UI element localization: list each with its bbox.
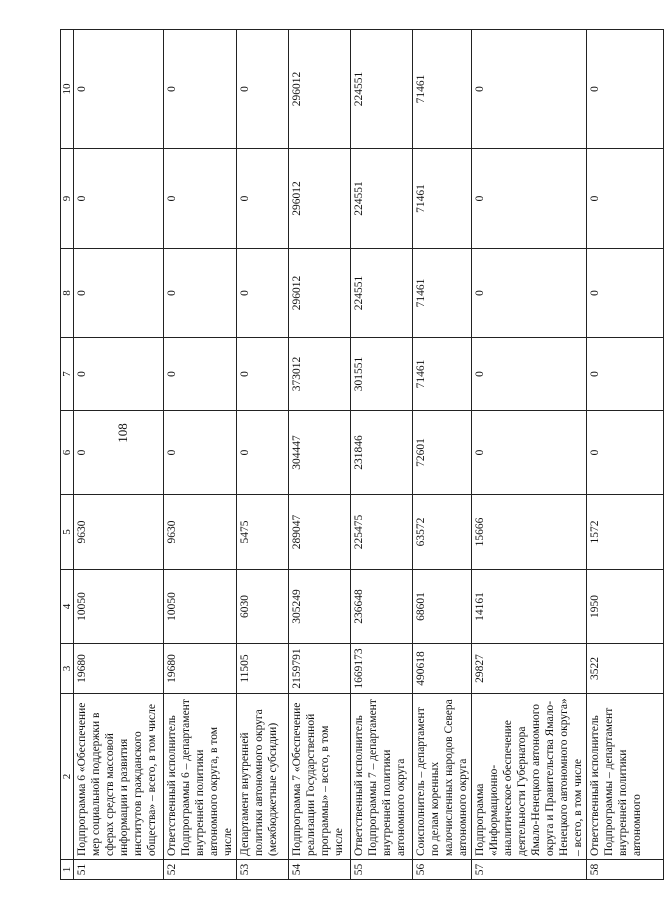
table-row bbox=[413, 30, 472, 880]
value-cell: 304447 bbox=[289, 411, 351, 495]
value-cell: 63572 bbox=[413, 495, 472, 570]
value-cell: 236648 bbox=[351, 570, 413, 644]
table-row bbox=[351, 30, 413, 880]
value-cell: 0 bbox=[164, 149, 237, 249]
table-row bbox=[74, 30, 164, 880]
value-cell: 5475 bbox=[237, 495, 289, 570]
header-cell: 6 bbox=[61, 411, 74, 495]
value-cell: 0 bbox=[587, 149, 664, 249]
value-cell: 71461 bbox=[413, 338, 472, 411]
row-name: Ответственный исполнитель Подпрограммы – департамент внутренней политики автономного bbox=[587, 694, 664, 860]
table-row bbox=[164, 30, 237, 880]
value-cell: 0 bbox=[587, 30, 664, 149]
header-row bbox=[61, 30, 74, 880]
value-cell: 3522 bbox=[587, 644, 664, 694]
rotated-table-wrapper bbox=[60, 30, 664, 880]
header-cell: 7 bbox=[61, 338, 74, 411]
value-cell: 9630 bbox=[164, 495, 237, 570]
value-cell: 0 bbox=[164, 249, 237, 338]
value-cell: 0 bbox=[472, 249, 587, 338]
value-cell: 225475 bbox=[351, 495, 413, 570]
value-cell: 0 bbox=[472, 338, 587, 411]
header-cell: 3 bbox=[61, 644, 74, 694]
value-cell: 0 bbox=[74, 149, 164, 249]
value-cell: 289047 bbox=[289, 495, 351, 570]
value-cell: 0 bbox=[164, 411, 237, 495]
row-number: 52 bbox=[164, 860, 237, 880]
value-cell: 0 bbox=[237, 411, 289, 495]
row-name: Ответственный исполнитель Подпрограммы 6 – департамент внутренней политики автономного округа, в том числе bbox=[164, 694, 237, 860]
value-cell: 296012 bbox=[289, 30, 351, 149]
budget-table bbox=[60, 29, 664, 880]
value-cell: 224551 bbox=[351, 249, 413, 338]
row-name: Подпрограмма 6 «Обеспечение мер социальной поддержки в сферах средств массовой информации и развития институтов гражданского общества» – всего, в том числе bbox=[74, 694, 164, 860]
value-cell: 2159791 bbox=[289, 644, 351, 694]
value-cell: 0 bbox=[587, 338, 664, 411]
value-cell: 6030 bbox=[237, 570, 289, 644]
value-cell: 305249 bbox=[289, 570, 351, 644]
table-row bbox=[472, 30, 587, 880]
value-cell: 0 bbox=[472, 30, 587, 149]
value-cell: 0 bbox=[587, 411, 664, 495]
value-cell: 0 bbox=[237, 249, 289, 338]
value-cell: 71461 bbox=[413, 249, 472, 338]
value-cell: 224551 bbox=[351, 149, 413, 249]
header-cell: 5 bbox=[61, 495, 74, 570]
value-cell: 373012 bbox=[289, 338, 351, 411]
value-cell: 296012 bbox=[289, 249, 351, 338]
row-number: 51 bbox=[74, 860, 164, 880]
page-number: 108 bbox=[115, 423, 130, 443]
value-cell: 1950 bbox=[587, 570, 664, 644]
value-cell: 29827 bbox=[472, 644, 587, 694]
value-cell: 0 bbox=[237, 338, 289, 411]
value-cell: 19680 bbox=[164, 644, 237, 694]
value-cell: 224551 bbox=[351, 30, 413, 149]
value-cell: 71461 bbox=[413, 149, 472, 249]
row-number: 56 bbox=[413, 860, 472, 880]
value-cell: 490618 bbox=[413, 644, 472, 694]
value-cell: 15666 bbox=[472, 495, 587, 570]
value-cell: 14161 bbox=[472, 570, 587, 644]
row-name: Соисполнитель – департамент по делам коренных малочисленных народов Севера автономного округа bbox=[413, 694, 472, 860]
header-cell: 8 bbox=[61, 249, 74, 338]
header-cell: 2 bbox=[61, 694, 74, 860]
value-cell: 1669173 bbox=[351, 644, 413, 694]
row-name: Департамент внутренней политики автономного округа (межбюджетные субсидии) bbox=[237, 694, 289, 860]
value-cell: 0 bbox=[237, 30, 289, 149]
value-cell: 0 bbox=[74, 249, 164, 338]
value-cell: 0 bbox=[472, 149, 587, 249]
value-cell: 72601 bbox=[413, 411, 472, 495]
header-cell: 4 bbox=[61, 570, 74, 644]
row-number: 53 bbox=[237, 860, 289, 880]
value-cell: 71461 bbox=[413, 30, 472, 149]
value-cell: 0 bbox=[74, 411, 164, 495]
value-cell: 0 bbox=[74, 30, 164, 149]
value-cell: 0 bbox=[472, 411, 587, 495]
value-cell: 0 bbox=[164, 30, 237, 149]
value-cell: 68601 bbox=[413, 570, 472, 644]
header-cell: 1 bbox=[61, 860, 74, 880]
value-cell: 0 bbox=[164, 338, 237, 411]
row-name: Подпрограмма «Информационно-аналитическое обеспечение деятельности Губернатора Ямало-Ненецкого автономного округа и Правительства Ямало-Ненецкого автономного округа» – всего, в том числе bbox=[472, 694, 587, 860]
row-number: 57 bbox=[472, 860, 587, 880]
row-number: 55 bbox=[351, 860, 413, 880]
value-cell: 231846 bbox=[351, 411, 413, 495]
row-name: Подпрограмма 7 «Обеспечение реализации Государственной программы» – всего, в том числе bbox=[289, 694, 351, 860]
table-row bbox=[587, 30, 664, 880]
value-cell: 1572 bbox=[587, 495, 664, 570]
value-cell: 19680 bbox=[74, 644, 164, 694]
value-cell: 0 bbox=[587, 249, 664, 338]
value-cell: 11505 bbox=[237, 644, 289, 694]
value-cell: 296012 bbox=[289, 149, 351, 249]
value-cell: 0 bbox=[237, 149, 289, 249]
value-cell: 10050 bbox=[74, 570, 164, 644]
row-name: Ответственный исполнитель Подпрограммы 7 – департамент внутренней политики автономного округа bbox=[351, 694, 413, 860]
value-cell: 10050 bbox=[164, 570, 237, 644]
row-number: 54 bbox=[289, 860, 351, 880]
value-cell: 301551 bbox=[351, 338, 413, 411]
value-cell: 9630 bbox=[74, 495, 164, 570]
header-cell: 9 bbox=[61, 149, 74, 249]
table-row bbox=[289, 30, 351, 880]
table-row bbox=[237, 30, 289, 880]
row-number: 58 bbox=[587, 860, 664, 880]
value-cell: 0 bbox=[74, 338, 164, 411]
header-cell: 10 bbox=[61, 30, 74, 149]
